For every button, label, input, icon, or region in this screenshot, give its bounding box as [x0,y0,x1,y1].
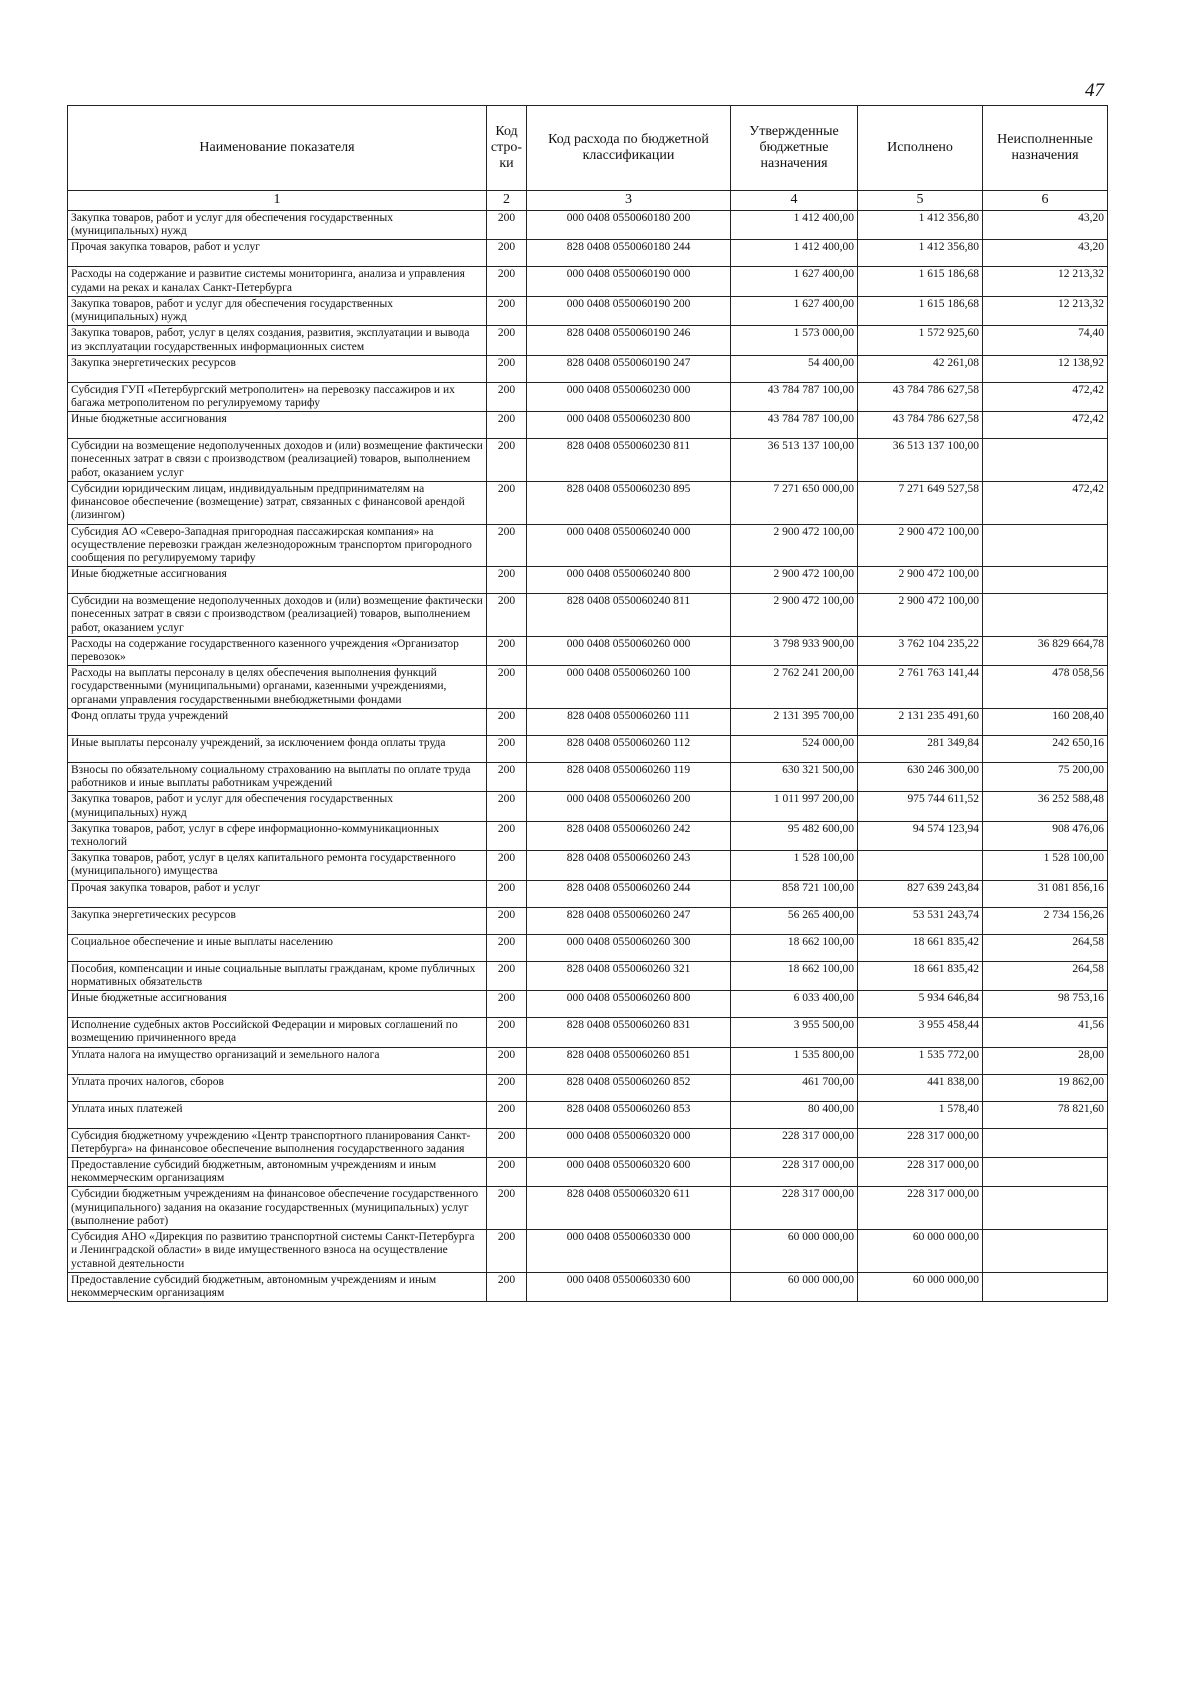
table-row [68,735,1108,762]
row-executed-cell: 94 574 123,94 [858,821,983,850]
row-executed-cell: 42 261,08 [858,355,983,382]
column-number: 3 [527,191,731,211]
row-line-code-cell: 200 [487,1128,527,1157]
row-approved-cell: 1 412 400,00 [731,211,858,240]
row-line-code-cell: 200 [487,880,527,907]
table-row [68,666,1108,709]
row-name-cell: Закупка товаров, работ, услуг в целях капитального ремонта государственного (муниципального) имущества [68,851,487,880]
row-name-cell: Уплата прочих налогов, сборов [68,1074,487,1101]
row-kbk-cell: 828 0408 0550060180 244 [527,240,731,267]
row-line-code-cell: 200 [487,934,527,961]
row-unexecuted-cell [983,1157,1108,1186]
row-line-code-cell: 200 [487,326,527,355]
row-name-cell: Социальное обеспечение и иные выплаты населению [68,934,487,961]
row-executed-cell: 281 349,84 [858,735,983,762]
row-executed-cell: 2 900 472 100,00 [858,567,983,594]
row-name-cell: Закупка товаров, работ и услуг для обеспечения государственных (муниципальных) нужд [68,792,487,821]
row-line-code-cell: 200 [487,267,527,296]
row-kbk-cell: 000 0408 0550060230 800 [527,412,731,439]
row-executed-cell: 18 661 835,42 [858,934,983,961]
row-unexecuted-cell: 98 753,16 [983,991,1108,1018]
row-line-code-cell: 200 [487,382,527,411]
row-executed-cell: 36 513 137 100,00 [858,439,983,482]
row-unexecuted-cell [983,1230,1108,1273]
header-approved: Утвержденные бюджетные назначения [731,106,858,191]
row-kbk-cell: 000 0408 0550060260 100 [527,666,731,709]
row-unexecuted-cell: 78 821,60 [983,1101,1108,1128]
row-name-cell: Предоставление субсидий бюджетным, автономным учреждениям и иным некоммерческим организациям [68,1272,487,1301]
table-body [68,211,1108,1302]
row-name-cell: Субсидии бюджетным учреждениям на финансовое обеспечение государственного (муниципального) задания на оказание государственных (муниципальных) услуг (выполнение работ) [68,1187,487,1230]
row-unexecuted-cell: 75 200,00 [983,762,1108,791]
row-unexecuted-cell: 264,58 [983,934,1108,961]
table-row [68,439,1108,482]
row-line-code-cell: 200 [487,240,527,267]
row-kbk-cell: 000 0408 0550060240 800 [527,567,731,594]
row-kbk-cell: 000 0408 0550060260 000 [527,636,731,665]
header-line-code: Код стро-ки [487,106,527,191]
row-executed-cell: 1 615 186,68 [858,296,983,325]
row-executed-cell: 1 412 356,80 [858,240,983,267]
row-kbk-cell: 000 0408 0550060330 600 [527,1272,731,1301]
row-unexecuted-cell: 908 476,06 [983,821,1108,850]
row-executed-cell: 1 535 772,00 [858,1047,983,1074]
row-unexecuted-cell: 19 862,00 [983,1074,1108,1101]
row-name-cell: Субсидия АО «Северо-Западная пригородная пассажирская компания» на осуществление перевозки граждан железнодорожным транспортом пригородного сообщения по регулируемому тарифу [68,524,487,567]
row-executed-cell: 3 762 104 235,22 [858,636,983,665]
row-kbk-cell: 000 0408 0550060230 000 [527,382,731,411]
row-kbk-cell: 828 0408 0550060260 851 [527,1047,731,1074]
row-approved-cell: 1 627 400,00 [731,296,858,325]
table-row [68,296,1108,325]
row-executed-cell: 1 615 186,68 [858,267,983,296]
table-row [68,1272,1108,1301]
row-kbk-cell: 828 0408 0550060260 853 [527,1101,731,1128]
header-name: Наименование показателя [68,106,487,191]
row-approved-cell: 54 400,00 [731,355,858,382]
row-kbk-cell: 000 0408 0550060330 000 [527,1230,731,1273]
table-row [68,1074,1108,1101]
table-row [68,355,1108,382]
row-line-code-cell: 200 [487,1157,527,1186]
row-name-cell: Субсидия бюджетному учреждению «Центр транспортного планирования Санкт-Петербурга» на финансовое обеспечение выполнения государственного задания [68,1128,487,1157]
row-approved-cell: 60 000 000,00 [731,1272,858,1301]
row-name-cell: Расходы на содержание государственного казенного учреждения «Организатор перевозок» [68,636,487,665]
row-line-code-cell: 200 [487,708,527,735]
table-row [68,1230,1108,1273]
row-unexecuted-cell [983,1272,1108,1301]
table-row [68,1018,1108,1047]
row-approved-cell: 1 627 400,00 [731,267,858,296]
header-executed: Исполнено [858,106,983,191]
row-line-code-cell: 200 [487,1101,527,1128]
row-name-cell: Пособия, компенсации и иные социальные выплаты гражданам, кроме публичных нормативных обязательств [68,961,487,990]
row-unexecuted-cell [983,1128,1108,1157]
row-unexecuted-cell: 74,40 [983,326,1108,355]
table-row [68,524,1108,567]
row-line-code-cell: 200 [487,355,527,382]
row-unexecuted-cell: 160 208,40 [983,708,1108,735]
row-line-code-cell: 200 [487,567,527,594]
row-kbk-cell: 000 0408 0550060260 200 [527,792,731,821]
table-row [68,267,1108,296]
row-approved-cell: 56 265 400,00 [731,907,858,934]
row-line-code-cell: 200 [487,961,527,990]
row-line-code-cell: 200 [487,211,527,240]
table-row [68,961,1108,990]
row-executed-cell: 1 412 356,80 [858,211,983,240]
table-row [68,1157,1108,1186]
row-line-code-cell: 200 [487,851,527,880]
row-line-code-cell: 200 [487,821,527,850]
row-kbk-cell: 828 0408 0550060260 244 [527,880,731,907]
row-line-code-cell: 200 [487,636,527,665]
table-row [68,1187,1108,1230]
row-executed-cell: 2 761 763 141,44 [858,666,983,709]
row-line-code-cell: 200 [487,1187,527,1230]
row-unexecuted-cell: 43,20 [983,240,1108,267]
row-line-code-cell: 200 [487,594,527,637]
row-name-cell: Взносы по обязательному социальному страхованию на выплаты по оплате труда работников и иные выплаты работникам учреждений [68,762,487,791]
row-line-code-cell: 200 [487,792,527,821]
row-unexecuted-cell: 1 528 100,00 [983,851,1108,880]
table-row [68,934,1108,961]
row-unexecuted-cell [983,1187,1108,1230]
row-line-code-cell: 200 [487,524,527,567]
row-executed-cell [858,851,983,880]
row-approved-cell: 3 955 500,00 [731,1018,858,1047]
row-approved-cell: 1 573 000,00 [731,326,858,355]
row-approved-cell: 2 762 241 200,00 [731,666,858,709]
row-name-cell: Прочая закупка товаров, работ и услуг [68,240,487,267]
row-name-cell: Прочая закупка товаров, работ и услуг [68,880,487,907]
row-name-cell: Иные бюджетные ассигнования [68,991,487,1018]
row-unexecuted-cell: 41,56 [983,1018,1108,1047]
row-kbk-cell: 828 0408 0550060190 247 [527,355,731,382]
table-row [68,382,1108,411]
row-name-cell: Закупка товаров, работ, услуг в целях создания, развития, эксплуатации и вывода из эксплуатации государственных информационных систем [68,326,487,355]
row-line-code-cell: 200 [487,439,527,482]
row-kbk-cell: 828 0408 0550060260 111 [527,708,731,735]
row-unexecuted-cell [983,567,1108,594]
row-approved-cell: 2 131 395 700,00 [731,708,858,735]
table-row [68,880,1108,907]
table-header-row [68,106,1108,191]
table-row [68,240,1108,267]
row-line-code-cell: 200 [487,1230,527,1273]
row-name-cell: Субсидии на возмещение недополученных доходов и (или) возмещение фактически понесенных затрат в связи с производством (реализацией) товаров, выполнением работ, оказанием услуг [68,594,487,637]
row-executed-cell: 1 578,40 [858,1101,983,1128]
row-kbk-cell: 000 0408 0550060320 600 [527,1157,731,1186]
row-name-cell: Расходы на выплаты персоналу в целях обеспечения выполнения функций государственными (муниципальными) органами, казенными учреждениями, органами управления государственными внебюджетными фондами [68,666,487,709]
table-row [68,1101,1108,1128]
table-row [68,567,1108,594]
row-executed-cell: 18 661 835,42 [858,961,983,990]
row-name-cell: Закупка товаров, работ и услуг для обеспечения государственных (муниципальных) нужд [68,211,487,240]
row-line-code-cell: 200 [487,1074,527,1101]
row-kbk-cell: 828 0408 0550060260 242 [527,821,731,850]
table-row [68,792,1108,821]
row-executed-cell: 2 900 472 100,00 [858,594,983,637]
row-approved-cell: 2 900 472 100,00 [731,594,858,637]
table-row [68,211,1108,240]
row-name-cell: Закупка товаров, работ и услуг для обеспечения государственных (муниципальных) нужд [68,296,487,325]
row-approved-cell: 858 721 100,00 [731,880,858,907]
row-line-code-cell: 200 [487,481,527,524]
row-unexecuted-cell: 472,42 [983,382,1108,411]
row-line-code-cell: 200 [487,1272,527,1301]
row-unexecuted-cell: 478 058,56 [983,666,1108,709]
row-executed-cell: 60 000 000,00 [858,1230,983,1273]
row-name-cell: Субсидии на возмещение недополученных доходов и (или) возмещение фактически понесенных затрат в связи с производством (реализацией) товаров, выполнением работ, оказанием услуг [68,439,487,482]
row-name-cell: Исполнение судебных актов Российской Федерации и мировых соглашений по возмещению причиненного вреда [68,1018,487,1047]
row-name-cell: Закупка товаров, работ, услуг в сфере информационно-коммуникационных технологий [68,821,487,850]
row-line-code-cell: 200 [487,735,527,762]
row-unexecuted-cell: 472,42 [983,412,1108,439]
row-approved-cell: 2 900 472 100,00 [731,567,858,594]
row-kbk-cell: 828 0408 0550060260 852 [527,1074,731,1101]
row-approved-cell: 60 000 000,00 [731,1230,858,1273]
table-row [68,412,1108,439]
row-kbk-cell: 000 0408 0550060260 800 [527,991,731,1018]
row-line-code-cell: 200 [487,412,527,439]
row-unexecuted-cell: 43,20 [983,211,1108,240]
column-number-row [68,191,1108,211]
row-line-code-cell: 200 [487,1018,527,1047]
row-line-code-cell: 200 [487,296,527,325]
row-approved-cell: 7 271 650 000,00 [731,481,858,524]
row-kbk-cell: 828 0408 0550060320 611 [527,1187,731,1230]
row-kbk-cell: 828 0408 0550060260 243 [527,851,731,880]
table-row [68,1047,1108,1074]
row-executed-cell: 1 572 925,60 [858,326,983,355]
row-kbk-cell: 828 0408 0550060260 119 [527,762,731,791]
row-name-cell: Предоставление субсидий бюджетным, автономным учреждениям и иным некоммерческим организациям [68,1157,487,1186]
row-name-cell: Субсидия ГУП «Петербургский метрополитен» на перевозку пассажиров и их багажа метрополитеном по регулируемому тарифу [68,382,487,411]
row-line-code-cell: 200 [487,762,527,791]
row-kbk-cell: 000 0408 0550060320 000 [527,1128,731,1157]
row-approved-cell: 1 528 100,00 [731,851,858,880]
row-unexecuted-cell [983,524,1108,567]
row-executed-cell: 2 131 235 491,60 [858,708,983,735]
row-approved-cell: 36 513 137 100,00 [731,439,858,482]
row-approved-cell: 228 317 000,00 [731,1187,858,1230]
row-approved-cell: 2 900 472 100,00 [731,524,858,567]
row-line-code-cell: 200 [487,991,527,1018]
row-executed-cell: 827 639 243,84 [858,880,983,907]
row-unexecuted-cell: 264,58 [983,961,1108,990]
row-kbk-cell: 828 0408 0550060230 895 [527,481,731,524]
header-unexecuted: Неисполненные назначения [983,106,1108,191]
row-kbk-cell: 828 0408 0550060260 112 [527,735,731,762]
table-row [68,821,1108,850]
table-row [68,636,1108,665]
row-kbk-cell: 828 0408 0550060230 811 [527,439,731,482]
row-approved-cell: 228 317 000,00 [731,1128,858,1157]
row-executed-cell: 228 317 000,00 [858,1128,983,1157]
row-approved-cell: 461 700,00 [731,1074,858,1101]
row-approved-cell: 228 317 000,00 [731,1157,858,1186]
row-approved-cell: 43 784 787 100,00 [731,412,858,439]
row-unexecuted-cell: 12 138,92 [983,355,1108,382]
row-approved-cell: 3 798 933 900,00 [731,636,858,665]
table-row [68,708,1108,735]
row-executed-cell: 43 784 786 627,58 [858,382,983,411]
table-row [68,907,1108,934]
row-approved-cell: 1 011 997 200,00 [731,792,858,821]
row-approved-cell: 95 482 600,00 [731,821,858,850]
row-name-cell: Закупка энергетических ресурсов [68,907,487,934]
column-number: 5 [858,191,983,211]
row-executed-cell: 228 317 000,00 [858,1187,983,1230]
row-executed-cell: 975 744 611,52 [858,792,983,821]
row-approved-cell: 18 662 100,00 [731,934,858,961]
row-executed-cell: 53 531 243,74 [858,907,983,934]
row-unexecuted-cell: 28,00 [983,1047,1108,1074]
row-kbk-cell: 000 0408 0550060190 000 [527,267,731,296]
row-name-cell: Фонд оплаты труда учреждений [68,708,487,735]
row-unexecuted-cell: 12 213,32 [983,296,1108,325]
row-executed-cell: 7 271 649 527,58 [858,481,983,524]
row-kbk-cell: 000 0408 0550060190 200 [527,296,731,325]
row-kbk-cell: 828 0408 0550060260 831 [527,1018,731,1047]
row-kbk-cell: 828 0408 0550060260 321 [527,961,731,990]
row-kbk-cell: 828 0408 0550060260 247 [527,907,731,934]
row-executed-cell: 2 900 472 100,00 [858,524,983,567]
row-line-code-cell: 200 [487,666,527,709]
row-name-cell: Иные выплаты персоналу учреждений, за исключением фонда оплаты труда [68,735,487,762]
row-line-code-cell: 200 [487,907,527,934]
row-executed-cell: 441 838,00 [858,1074,983,1101]
table-row [68,481,1108,524]
row-approved-cell: 80 400,00 [731,1101,858,1128]
column-number: 1 [68,191,487,211]
table-row [68,1128,1108,1157]
row-name-cell: Уплата налога на имущество организаций и земельного налога [68,1047,487,1074]
row-name-cell: Уплата иных платежей [68,1101,487,1128]
column-number: 2 [487,191,527,211]
row-unexecuted-cell: 36 829 664,78 [983,636,1108,665]
row-executed-cell: 5 934 646,84 [858,991,983,1018]
row-executed-cell: 3 955 458,44 [858,1018,983,1047]
table-row [68,762,1108,791]
row-unexecuted-cell [983,439,1108,482]
row-name-cell: Закупка энергетических ресурсов [68,355,487,382]
row-name-cell: Субсидии юридическим лицам, индивидуальным предпринимателям на финансовое обеспечение (возмещение) затрат, связанных с финансовой арендой (лизингом) [68,481,487,524]
row-executed-cell: 228 317 000,00 [858,1157,983,1186]
column-number: 4 [731,191,858,211]
row-approved-cell: 43 784 787 100,00 [731,382,858,411]
row-approved-cell: 630 321 500,00 [731,762,858,791]
budget-execution-table [67,105,1108,1302]
row-approved-cell: 1 412 400,00 [731,240,858,267]
row-kbk-cell: 000 0408 0550060180 200 [527,211,731,240]
row-kbk-cell: 828 0408 0550060240 811 [527,594,731,637]
row-name-cell: Иные бюджетные ассигнования [68,412,487,439]
row-executed-cell: 43 784 786 627,58 [858,412,983,439]
row-kbk-cell: 000 0408 0550060240 000 [527,524,731,567]
header-kbk: Код расхода по бюджетной классификации [527,106,731,191]
row-unexecuted-cell: 36 252 588,48 [983,792,1108,821]
row-unexecuted-cell: 242 650,16 [983,735,1108,762]
row-line-code-cell: 200 [487,1047,527,1074]
table-row [68,326,1108,355]
row-executed-cell: 630 246 300,00 [858,762,983,791]
table-row [68,594,1108,637]
column-number: 6 [983,191,1108,211]
row-unexecuted-cell: 472,42 [983,481,1108,524]
row-unexecuted-cell [983,594,1108,637]
row-unexecuted-cell: 31 081 856,16 [983,880,1108,907]
row-kbk-cell: 828 0408 0550060190 246 [527,326,731,355]
row-unexecuted-cell: 12 213,32 [983,267,1108,296]
row-approved-cell: 1 535 800,00 [731,1047,858,1074]
row-approved-cell: 524 000,00 [731,735,858,762]
page-number: 47 [1085,80,1104,101]
row-executed-cell: 60 000 000,00 [858,1272,983,1301]
row-name-cell: Субсидия АНО «Дирекция по развитию транспортной системы Санкт-Петербурга и Ленинградской области» в виде имущественного взноса на осуществление уставной деятельности [68,1230,487,1273]
table-row [68,991,1108,1018]
table-row [68,851,1108,880]
row-name-cell: Расходы на содержание и развитие системы мониторинга, анализа и управления судами на реках и каналах Санкт-Петербурга [68,267,487,296]
row-approved-cell: 18 662 100,00 [731,961,858,990]
row-unexecuted-cell: 2 734 156,26 [983,907,1108,934]
row-kbk-cell: 000 0408 0550060260 300 [527,934,731,961]
row-approved-cell: 6 033 400,00 [731,991,858,1018]
row-name-cell: Иные бюджетные ассигнования [68,567,487,594]
